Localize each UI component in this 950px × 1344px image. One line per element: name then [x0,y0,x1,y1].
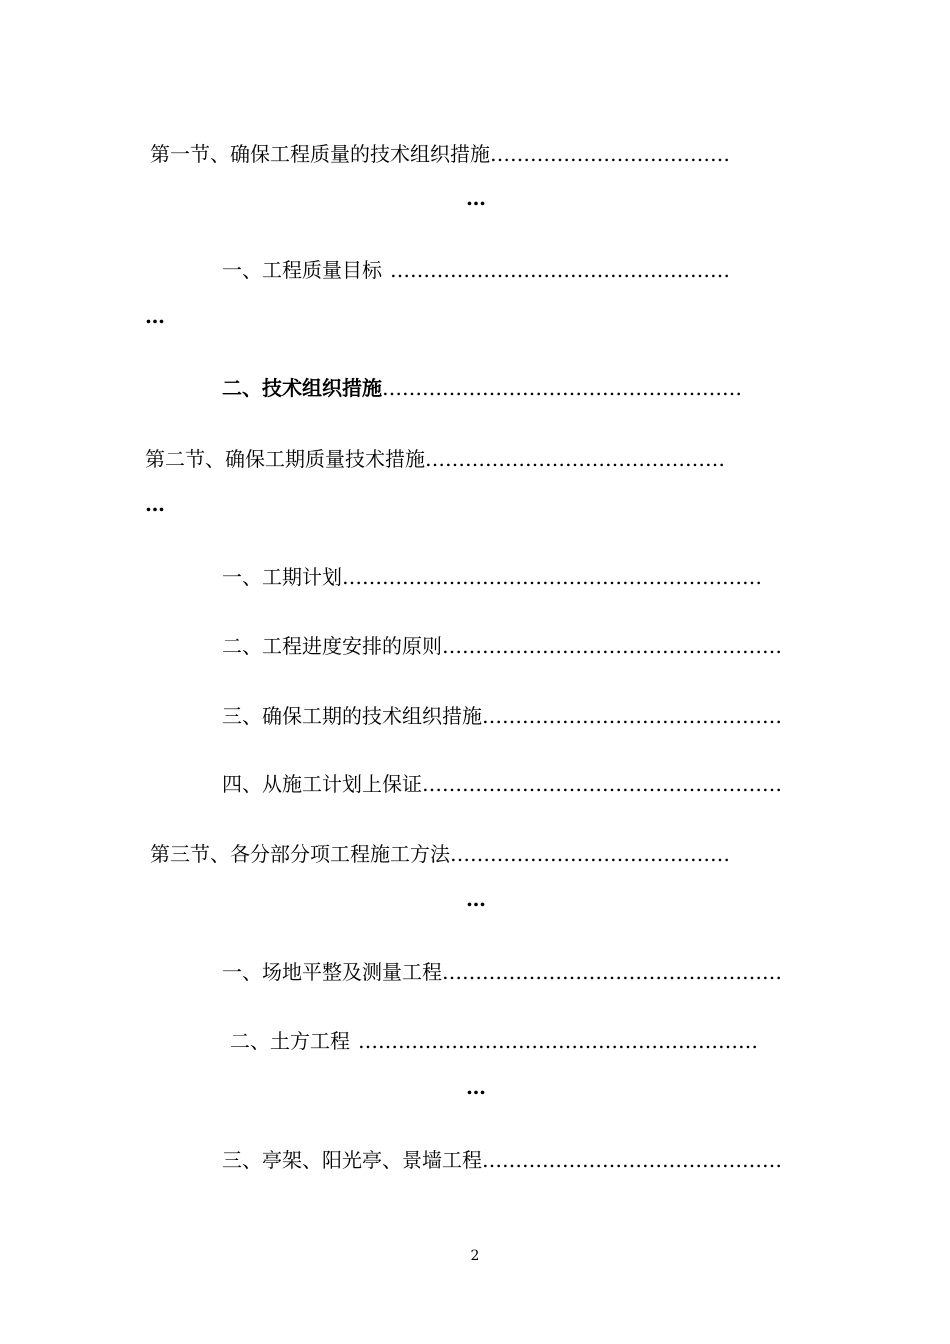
toc-leader-dots: ……………………………………………… [382,376,742,400]
toc-leader-continuation: … [466,1075,486,1099]
toc-leader-dots: …………………………………………… [390,258,730,282]
toc-entry-title: 三、亭架、阳光亭、景墙工程 [222,1148,482,1172]
toc-leader-continuation: … [466,186,486,210]
toc-entry-3-2 [0,1027,950,1055]
toc-leader-dots: …………………………………………… [442,634,782,658]
toc-entry-section-3 [0,840,950,868]
toc-leader-dots: ……………………………………… [482,704,782,728]
toc-leader-dots: …………………………………………………… [358,1029,758,1053]
toc-entry-2-4 [0,770,950,798]
toc-entry-title: 四、从施工计划上保证 [222,772,422,796]
toc-leader-dots: …………………………………………… [442,960,782,984]
toc-entry-title: 第一节、确保工程质量的技术组织措施 [150,142,490,166]
toc-entry-title: 一、工期计划 [222,565,342,589]
toc-entry-title: 二、土方工程 [230,1029,350,1053]
toc-leader-continuation: … [145,492,165,516]
toc-entry-title: 第二节、确保工期质量技术措施 [145,447,425,471]
toc-leader-dots: …………………………………… [450,842,730,866]
toc-leader-continuation: … [145,304,165,328]
toc-entry-3-1 [0,958,950,986]
toc-entry-title: 一、工程质量目标 [222,258,382,282]
toc-entry-title: 二、工程进度安排的原则 [222,634,442,658]
toc-entry-section-2 [0,445,950,473]
toc-entry-1-1 [0,256,950,284]
toc-entry-title: 二、技术组织措施 [222,376,382,400]
toc-entry-title: 三、确保工期的技术组织措施 [222,704,482,728]
page-number: 2 [470,1248,480,1264]
toc-leader-continuation: … [466,887,486,911]
toc-leader-dots: ……………………………… [490,142,730,166]
toc-leader-dots: ……………………………………… [482,1148,782,1172]
toc-leader-dots: ……………………………………… [425,447,725,471]
toc-entry-2-2 [0,632,950,660]
toc-entry-2-3 [0,702,950,730]
toc-entry-1-2 [0,374,950,402]
toc-entry-section-1 [0,140,950,168]
toc-leader-dots: ……………………………………………… [422,772,782,796]
toc-entry-title: 第三节、各分部分项工程施工方法 [150,842,450,866]
toc-entry-2-1 [0,563,950,591]
toc-leader-dots: ……………………………………………………… [342,565,762,589]
toc-entry-title: 一、场地平整及测量工程 [222,960,442,984]
toc-entry-3-3 [0,1146,950,1174]
